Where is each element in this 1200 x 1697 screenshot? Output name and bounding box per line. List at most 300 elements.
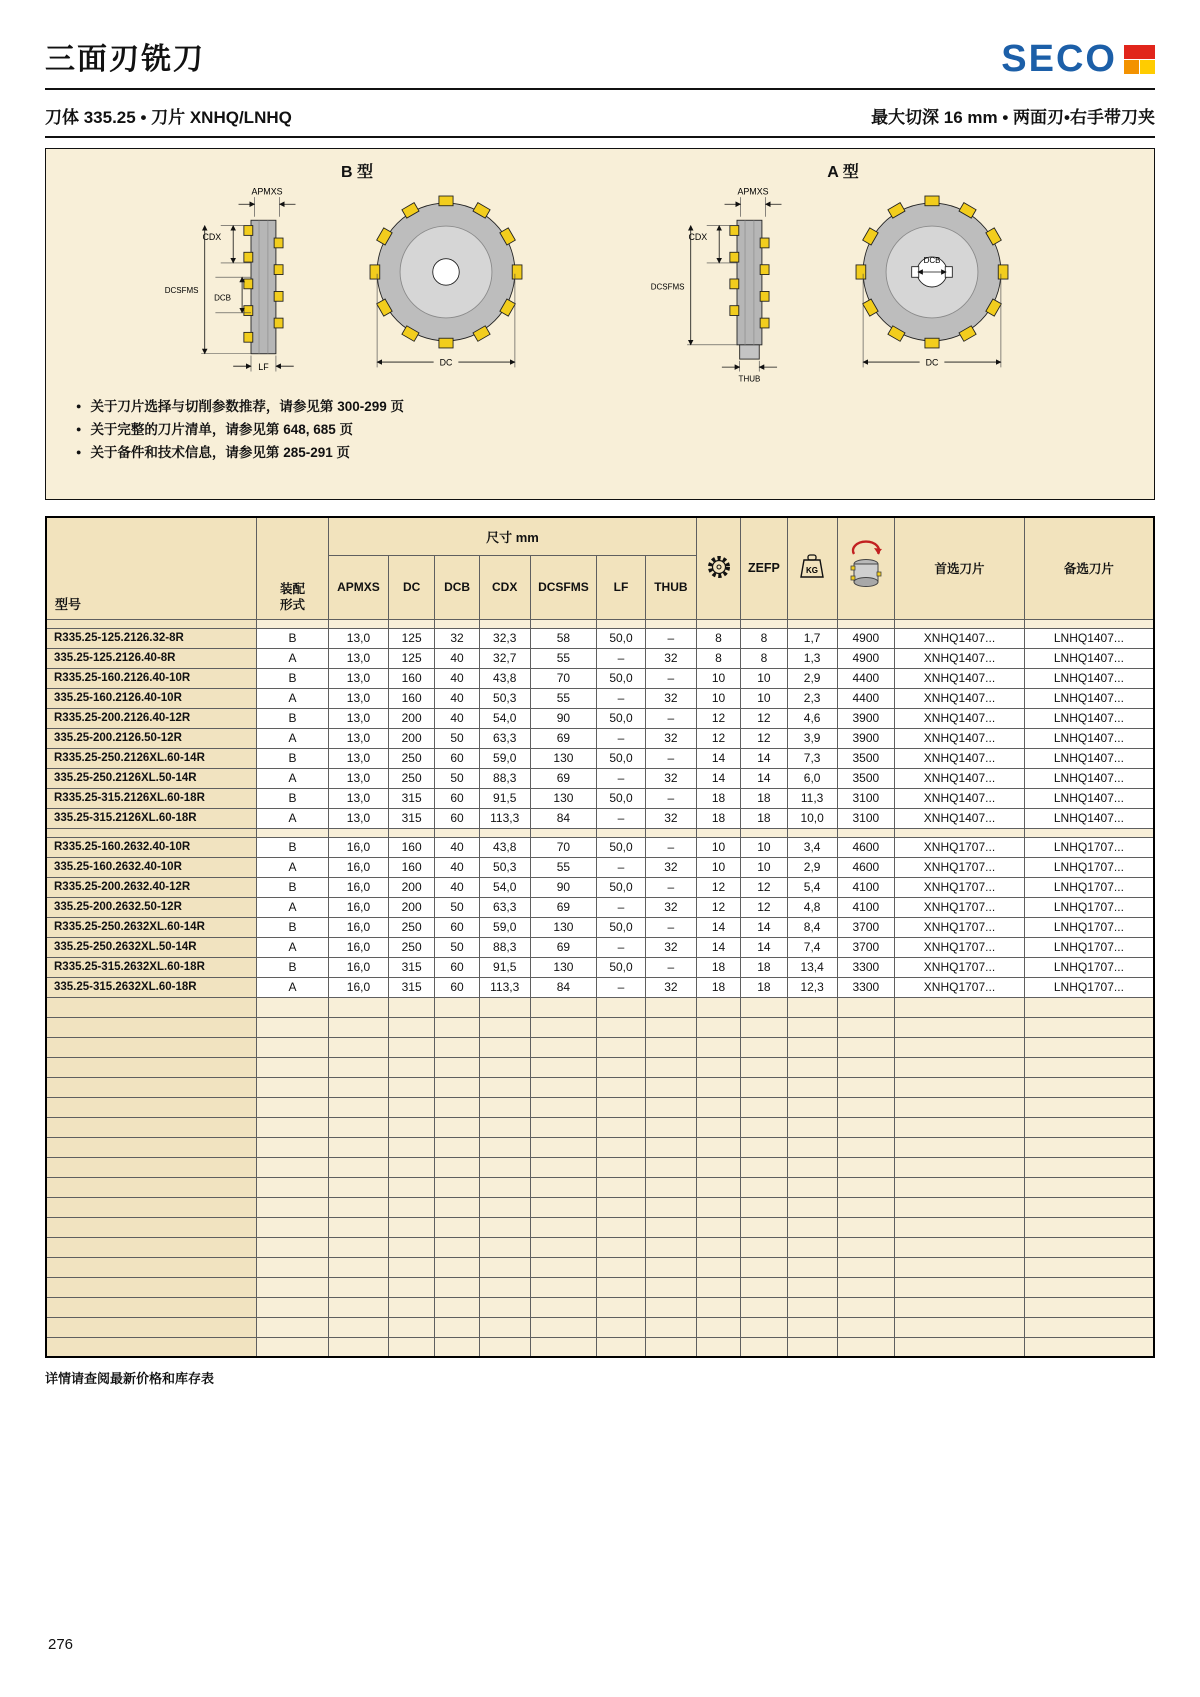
cell-lf: – xyxy=(597,977,646,997)
cell-rpm: 4400 xyxy=(837,688,895,708)
cell-thub xyxy=(645,1217,696,1237)
cell-dcb xyxy=(435,1257,479,1277)
cell-thub xyxy=(645,1057,696,1077)
cell-model: 335.25-250.2632XL.50-14R xyxy=(46,937,257,957)
cell-dcsfms xyxy=(530,1217,596,1237)
cell-model: 335.25-315.2632XL.60-18R xyxy=(46,977,257,997)
col-header-weight xyxy=(787,517,837,619)
cell-apmxs xyxy=(329,1097,389,1117)
col-header-form xyxy=(257,517,329,619)
cell-dc: 125 xyxy=(388,628,435,648)
cell-dcb: 40 xyxy=(435,668,479,688)
cell-dc xyxy=(388,1337,435,1357)
table-row xyxy=(46,688,1154,708)
cell-dc xyxy=(388,1197,435,1217)
cell-z: 14 xyxy=(696,937,740,957)
cell-insert_primary: XNHQ1707... xyxy=(895,897,1025,917)
cell-rpm: 3900 xyxy=(837,708,895,728)
cell-z xyxy=(696,1257,740,1277)
cell-form xyxy=(257,1117,329,1137)
cell-rpm xyxy=(837,1177,895,1197)
cell-model xyxy=(46,619,257,628)
cell-cdx: 88,3 xyxy=(479,937,530,957)
cell-apmxs xyxy=(329,1337,389,1357)
cell-dc: 250 xyxy=(388,748,435,768)
masthead xyxy=(45,34,1155,90)
cell-kg: 2,9 xyxy=(787,668,837,688)
cell-insert_alt: LNHQ1707... xyxy=(1024,917,1154,937)
cell-apmxs xyxy=(329,1077,389,1097)
cell-form: B xyxy=(257,788,329,808)
cell-dcsfms: 69 xyxy=(530,937,596,957)
cell-rpm xyxy=(837,1137,895,1157)
cutter-rpm-icon xyxy=(847,540,885,594)
note-spare-parts: ● 关于备件和技术信息，请参见第 285-291 页 xyxy=(76,442,1134,465)
cell-dcsfms: 130 xyxy=(530,748,596,768)
cell-apmxs: 16,0 xyxy=(329,957,389,977)
table-row xyxy=(46,897,1154,917)
cell-insert_alt xyxy=(1024,1337,1154,1357)
cell-rpm: 3100 xyxy=(837,808,895,828)
cell-cdx xyxy=(479,1317,530,1337)
cell-insert_alt xyxy=(1024,1137,1154,1157)
svg-text:DCSFMS: DCSFMS xyxy=(164,286,199,296)
cell-insert_alt: LNHQ1407... xyxy=(1024,728,1154,748)
cell-rpm xyxy=(837,1097,895,1117)
cell-zefp: 18 xyxy=(741,788,788,808)
cell-lf xyxy=(597,997,646,1017)
cell-dc xyxy=(388,1077,435,1097)
cell-kg: 1,7 xyxy=(787,628,837,648)
cell-apmxs xyxy=(329,828,389,837)
cell-insert_alt: LNHQ1407... xyxy=(1024,808,1154,828)
cell-form xyxy=(257,1157,329,1177)
cell-z xyxy=(696,1137,740,1157)
cell-rpm: 3700 xyxy=(837,917,895,937)
cell-dcb xyxy=(435,1017,479,1037)
svg-text:APMXS: APMXS xyxy=(737,186,769,197)
cell-dc xyxy=(388,1237,435,1257)
cutter-front-view-a-icon xyxy=(826,182,1038,392)
cell-form: A xyxy=(257,688,329,708)
cell-cdx xyxy=(479,1237,530,1257)
cell-zefp: 8 xyxy=(741,628,788,648)
cell-insert_primary: XNHQ1707... xyxy=(895,857,1025,877)
cell-kg xyxy=(787,1037,837,1057)
cell-cdx xyxy=(479,1037,530,1057)
cell-apmxs: 13,0 xyxy=(329,748,389,768)
cell-dcsfms xyxy=(530,1257,596,1277)
cell-model xyxy=(46,1317,257,1337)
table-row xyxy=(46,957,1154,977)
col-header-insert-primary: 首选刀片 xyxy=(895,517,1025,619)
cell-dcsfms xyxy=(530,1137,596,1157)
cell-thub: – xyxy=(645,837,696,857)
cell-dcb: 40 xyxy=(435,877,479,897)
cell-dcb: 60 xyxy=(435,748,479,768)
cell-rpm: 4100 xyxy=(837,877,895,897)
cell-rpm xyxy=(837,1277,895,1297)
table-row xyxy=(46,728,1154,748)
cell-insert_primary: XNHQ1407... xyxy=(895,668,1025,688)
cell-dcb xyxy=(435,828,479,837)
cell-thub: – xyxy=(645,917,696,937)
cell-dc: 250 xyxy=(388,917,435,937)
cell-apmxs: 16,0 xyxy=(329,937,389,957)
cell-zefp xyxy=(741,1077,788,1097)
table-row xyxy=(46,1117,1154,1137)
cell-dcb xyxy=(435,1157,479,1177)
cell-insert_alt xyxy=(1024,1297,1154,1317)
cell-kg xyxy=(787,1137,837,1157)
cell-lf xyxy=(597,1237,646,1257)
table-row xyxy=(46,937,1154,957)
cell-model: 335.25-315.2126XL.60-18R xyxy=(46,808,257,828)
cell-dcb xyxy=(435,1277,479,1297)
table-row xyxy=(46,748,1154,768)
cell-rpm xyxy=(837,1337,895,1357)
cell-thub xyxy=(645,828,696,837)
table-row xyxy=(46,628,1154,648)
cell-dcsfms: 69 xyxy=(530,728,596,748)
cell-form xyxy=(257,1037,329,1057)
cell-dcb: 40 xyxy=(435,708,479,728)
cell-dcb xyxy=(435,619,479,628)
cell-insert_alt: LNHQ1707... xyxy=(1024,837,1154,857)
cell-insert_alt xyxy=(1024,1157,1154,1177)
cell-dcsfms xyxy=(530,1097,596,1117)
table-row xyxy=(46,1257,1154,1277)
cell-dc: 315 xyxy=(388,808,435,828)
seco-logo-text: SECO xyxy=(1001,38,1117,80)
cell-model xyxy=(46,1137,257,1157)
table-row xyxy=(46,1157,1154,1177)
svg-text:DC: DC xyxy=(925,357,939,368)
cell-zefp xyxy=(741,1297,788,1317)
cell-cdx: 113,3 xyxy=(479,808,530,828)
table-row xyxy=(46,857,1154,877)
reference-notes xyxy=(76,396,1134,465)
cell-cdx xyxy=(479,997,530,1017)
table-row xyxy=(46,877,1154,897)
cell-thub: 32 xyxy=(645,808,696,828)
cell-form xyxy=(257,1217,329,1237)
cell-model: R335.25-200.2126.40-12R xyxy=(46,708,257,728)
cell-z xyxy=(696,1177,740,1197)
cell-zefp xyxy=(741,1097,788,1117)
cell-kg xyxy=(787,1117,837,1137)
table-header xyxy=(46,517,1154,619)
cell-dcb: 50 xyxy=(435,768,479,788)
cell-thub xyxy=(645,1137,696,1157)
cell-insert_alt: LNHQ1707... xyxy=(1024,957,1154,977)
cell-zefp: 10 xyxy=(741,668,788,688)
cell-kg: 2,3 xyxy=(787,688,837,708)
cell-insert_alt xyxy=(1024,1037,1154,1057)
footer-note: 详情请查阅最新价格和库存表 xyxy=(45,1371,215,1386)
cell-insert_primary: XNHQ1407... xyxy=(895,768,1025,788)
cell-apmxs xyxy=(329,1237,389,1257)
cell-cdx: 59,0 xyxy=(479,748,530,768)
cell-dcsfms: 90 xyxy=(530,708,596,728)
diagram-row xyxy=(66,159,1134,392)
cell-insert_alt xyxy=(1024,1077,1154,1097)
cell-form xyxy=(257,1237,329,1257)
cell-zefp xyxy=(741,1197,788,1217)
cell-thub xyxy=(645,1017,696,1037)
svg-text:LF: LF xyxy=(258,361,269,372)
cell-z: 12 xyxy=(696,728,740,748)
cell-dcb xyxy=(435,1217,479,1237)
cell-lf xyxy=(597,828,646,837)
table-row xyxy=(46,997,1154,1017)
cell-apmxs xyxy=(329,1037,389,1057)
cell-zefp: 10 xyxy=(741,688,788,708)
cell-form xyxy=(257,1077,329,1097)
cell-form: B xyxy=(257,877,329,897)
cell-dc xyxy=(388,1317,435,1337)
col-header-cdx: CDX xyxy=(479,555,530,619)
cell-apmxs xyxy=(329,1117,389,1137)
cell-z xyxy=(696,1037,740,1057)
cell-insert_primary: XNHQ1707... xyxy=(895,957,1025,977)
cell-cdx: 32,3 xyxy=(479,628,530,648)
cell-form xyxy=(257,1257,329,1277)
cell-kg: 10,0 xyxy=(787,808,837,828)
cell-z: 8 xyxy=(696,648,740,668)
cell-thub: – xyxy=(645,628,696,648)
cell-dcsfms xyxy=(530,1177,596,1197)
cell-model xyxy=(46,1257,257,1277)
cell-dc: 315 xyxy=(388,788,435,808)
cell-z: 18 xyxy=(696,808,740,828)
cell-z xyxy=(696,1317,740,1337)
cell-model: R335.25-315.2632XL.60-18R xyxy=(46,957,257,977)
cell-insert_alt xyxy=(1024,1177,1154,1197)
cell-cdx xyxy=(479,619,530,628)
cell-dcsfms: 55 xyxy=(530,857,596,877)
cell-cdx: 63,3 xyxy=(479,728,530,748)
cell-kg: 13,4 xyxy=(787,957,837,977)
cell-lf: 50,0 xyxy=(597,837,646,857)
cell-insert_primary: XNHQ1407... xyxy=(895,648,1025,668)
cell-apmxs xyxy=(329,1217,389,1237)
cell-cdx: 54,0 xyxy=(479,708,530,728)
cell-insert_alt xyxy=(1024,1097,1154,1117)
cell-thub: 32 xyxy=(645,768,696,788)
cell-zefp: 10 xyxy=(741,837,788,857)
cell-model: R335.25-160.2632.40-10R xyxy=(46,837,257,857)
cell-form: B xyxy=(257,708,329,728)
cell-lf: 50,0 xyxy=(597,957,646,977)
cell-cdx: 59,0 xyxy=(479,917,530,937)
cell-insert_primary xyxy=(895,1097,1025,1117)
cell-insert_primary xyxy=(895,1337,1025,1357)
cell-kg xyxy=(787,1257,837,1277)
cell-model: R335.25-200.2632.40-12R xyxy=(46,877,257,897)
table-row xyxy=(46,1297,1154,1317)
cell-insert_alt xyxy=(1024,1277,1154,1297)
cell-apmxs: 13,0 xyxy=(329,728,389,748)
col-header-thub: THUB xyxy=(645,555,696,619)
col-header-rpm xyxy=(837,517,895,619)
subheader xyxy=(45,90,1155,138)
cell-zefp xyxy=(741,1037,788,1057)
cell-insert_primary xyxy=(895,1037,1025,1057)
cell-insert_primary xyxy=(895,1017,1025,1037)
cell-dcb xyxy=(435,1237,479,1257)
cell-dc xyxy=(388,1177,435,1197)
cell-thub: – xyxy=(645,957,696,977)
cell-thub: 32 xyxy=(645,728,696,748)
cell-insert_alt: LNHQ1407... xyxy=(1024,768,1154,788)
cell-dc xyxy=(388,1017,435,1037)
cell-form: A xyxy=(257,728,329,748)
cell-form xyxy=(257,1277,329,1297)
cell-model: 335.25-200.2126.50-12R xyxy=(46,728,257,748)
cell-model: 335.25-160.2126.40-10R xyxy=(46,688,257,708)
cell-model xyxy=(46,1197,257,1217)
cell-thub xyxy=(645,1157,696,1177)
cell-kg xyxy=(787,1197,837,1217)
col-header-model: 型号 xyxy=(46,517,257,619)
cell-dc xyxy=(388,1057,435,1077)
cell-lf: – xyxy=(597,768,646,788)
cell-dcb xyxy=(435,1137,479,1157)
cell-zefp: 14 xyxy=(741,917,788,937)
cell-z: 14 xyxy=(696,748,740,768)
form-label-line2: 形式 xyxy=(280,597,306,612)
cell-kg: 12,3 xyxy=(787,977,837,997)
cell-dcsfms: 90 xyxy=(530,877,596,897)
cell-apmxs xyxy=(329,1197,389,1217)
cell-dc xyxy=(388,1257,435,1277)
cell-insert_alt xyxy=(1024,828,1154,837)
cell-dc: 160 xyxy=(388,857,435,877)
cell-zefp: 8 xyxy=(741,648,788,668)
cell-lf: – xyxy=(597,897,646,917)
cell-apmxs xyxy=(329,1277,389,1297)
cell-dcsfms: 84 xyxy=(530,977,596,997)
cell-model: R335.25-250.2632XL.60-14R xyxy=(46,917,257,937)
cell-dc: 200 xyxy=(388,877,435,897)
cell-cdx xyxy=(479,1337,530,1357)
cell-dcsfms: 55 xyxy=(530,688,596,708)
cell-dc xyxy=(388,1157,435,1177)
cell-cdx: 91,5 xyxy=(479,788,530,808)
cell-insert_alt xyxy=(1024,619,1154,628)
cell-rpm: 3500 xyxy=(837,768,895,788)
tool-body-insert-label: 刀体 335.25 • 刀片 XNHQ/LNHQ xyxy=(45,108,292,127)
cell-dc xyxy=(388,1217,435,1237)
cell-rpm xyxy=(837,1257,895,1277)
cell-lf xyxy=(597,1257,646,1277)
cell-kg xyxy=(787,1317,837,1337)
cell-insert_alt: LNHQ1407... xyxy=(1024,708,1154,728)
cell-z: 12 xyxy=(696,897,740,917)
cell-cdx: 88,3 xyxy=(479,768,530,788)
svg-text:CDX: CDX xyxy=(202,231,222,242)
cell-thub: 32 xyxy=(645,648,696,668)
cell-lf xyxy=(597,1137,646,1157)
col-header-apmxs: APMXS xyxy=(329,555,389,619)
cell-dcb: 40 xyxy=(435,648,479,668)
cell-dcb xyxy=(435,1077,479,1097)
cell-dcsfms: 70 xyxy=(530,668,596,688)
svg-text:KG: KG xyxy=(806,565,819,575)
cell-zefp xyxy=(741,1217,788,1237)
cell-lf: – xyxy=(597,808,646,828)
cell-rpm xyxy=(837,619,895,628)
cell-dc xyxy=(388,1037,435,1057)
cell-lf xyxy=(597,619,646,628)
diagram-box xyxy=(45,148,1155,500)
cell-apmxs xyxy=(329,997,389,1017)
cell-model xyxy=(46,1157,257,1177)
cell-insert_alt: LNHQ1707... xyxy=(1024,857,1154,877)
cell-apmxs xyxy=(329,1157,389,1177)
cell-dc: 200 xyxy=(388,897,435,917)
cell-model: R335.25-315.2126XL.60-18R xyxy=(46,788,257,808)
cell-kg xyxy=(787,1017,837,1037)
table-row xyxy=(46,1237,1154,1257)
cell-dcsfms xyxy=(530,1077,596,1097)
cell-lf: 50,0 xyxy=(597,917,646,937)
cell-apmxs xyxy=(329,1017,389,1037)
cell-model: 335.25-125.2126.40-8R xyxy=(46,648,257,668)
cell-form: B xyxy=(257,837,329,857)
seco-logo-mark-icon xyxy=(1124,45,1155,74)
cell-model xyxy=(46,1217,257,1237)
cell-rpm: 3300 xyxy=(837,957,895,977)
cell-insert_alt xyxy=(1024,1257,1154,1277)
cell-dcb: 60 xyxy=(435,788,479,808)
cell-lf: – xyxy=(597,648,646,668)
gear-icon xyxy=(706,554,732,580)
cell-dcsfms: 84 xyxy=(530,808,596,828)
cell-z: 10 xyxy=(696,837,740,857)
cell-thub xyxy=(645,619,696,628)
cell-apmxs xyxy=(329,1297,389,1317)
cell-dc xyxy=(388,1277,435,1297)
cell-dcb: 40 xyxy=(435,857,479,877)
cell-apmxs: 16,0 xyxy=(329,877,389,897)
cell-apmxs xyxy=(329,1257,389,1277)
cell-rpm xyxy=(837,1077,895,1097)
cell-thub: 32 xyxy=(645,897,696,917)
cell-kg: 6,0 xyxy=(787,768,837,788)
cell-z xyxy=(696,828,740,837)
cell-form xyxy=(257,1197,329,1217)
cell-rpm xyxy=(837,1217,895,1237)
cell-dc xyxy=(388,1117,435,1137)
cell-kg xyxy=(787,619,837,628)
cell-z xyxy=(696,1077,740,1097)
cell-dcsfms xyxy=(530,1037,596,1057)
cell-form xyxy=(257,828,329,837)
cell-form: A xyxy=(257,897,329,917)
cell-dcb xyxy=(435,997,479,1017)
table-row xyxy=(46,1277,1154,1297)
cell-zefp: 18 xyxy=(741,977,788,997)
cell-kg xyxy=(787,1097,837,1117)
cell-lf: 50,0 xyxy=(597,877,646,897)
cutting-depth-label: 最大切深 16 mm • 两面刃•右手带刀夹 xyxy=(871,108,1155,127)
cell-form: B xyxy=(257,957,329,977)
form-label-line1: 装配 xyxy=(280,582,306,597)
cell-dcsfms xyxy=(530,997,596,1017)
cell-rpm: 4900 xyxy=(837,648,895,668)
